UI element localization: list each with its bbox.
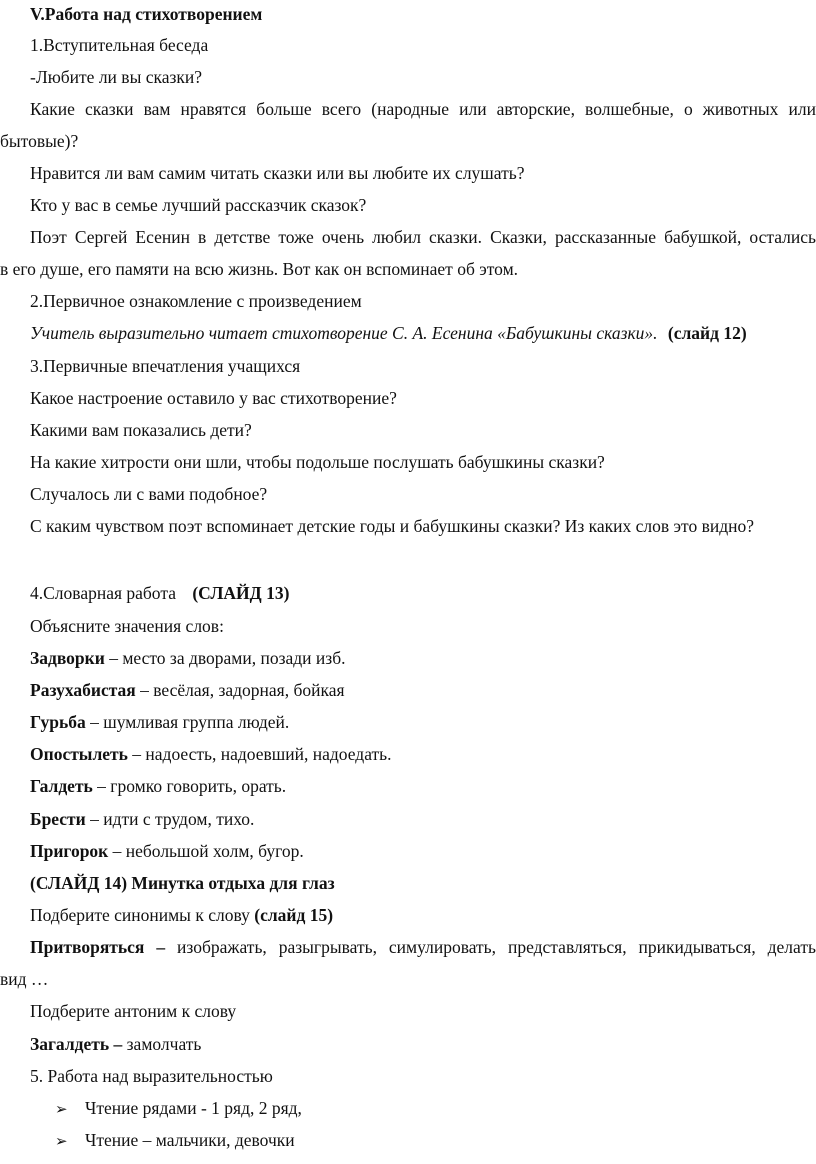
section-4-title-line [30, 582, 816, 604]
vocab-intro: Объясните значения слов: [30, 616, 224, 636]
section-1-title: 1.Вступительная беседа [30, 35, 209, 55]
section-2-title: 2.Первичное ознакомление с произведением [30, 291, 362, 311]
section-heading: V.Работа над стихотворением [30, 4, 263, 24]
vocab-item [30, 679, 816, 701]
list-item [55, 1097, 816, 1120]
paragraph-line-cont: в его душе, его памяти на всю жизнь. Вот как он вспоминает об этом. [0, 259, 519, 279]
vocab-term: Разухабистая [30, 680, 136, 700]
synonym-intro [30, 904, 816, 926]
slide-ref: (СЛАЙД 13) [192, 583, 290, 603]
list-item [55, 1129, 816, 1152]
slide-ref: (слайд 12) [667, 323, 747, 343]
question: С каким чувством поэт вспоминает детские годы и бабушкины сказки? Из каких слов это видно? [30, 516, 754, 536]
vocab-term: Пригорок [30, 841, 109, 861]
list-item-text: Чтение рядами - 1 ряд, 2 ряд, [85, 1098, 302, 1118]
vocab-def: – небольшой холм, бугор. [108, 841, 304, 861]
vocab-def: – надоесть, надоевший, надоедать. [127, 744, 392, 764]
section-4-title: 4.Словарная работа [30, 583, 176, 603]
paragraph-line: Поэт Сергей Есенин в детстве тоже очень любил сказки. Сказки, рассказанные бабушкой, остались [30, 227, 816, 247]
vocab-item [30, 711, 816, 733]
question: На какие хитрости они шли, чтобы подольше послушать бабушкины сказки? [30, 452, 605, 472]
synonym-line [30, 936, 816, 958]
arrow-bullet-icon: ➢ [55, 1100, 68, 1118]
vocab-term: Галдеть [30, 776, 93, 796]
antonym-intro: Подберите антоним к слову [30, 1001, 237, 1021]
antonym-line [30, 1033, 816, 1055]
question: Какое настроение оставило у вас стихотворение? [30, 388, 397, 408]
vocab-term: Задворки [30, 648, 105, 668]
question-line-cont: бытовые)? [0, 131, 79, 151]
synonym-intro-text: Подберите синонимы к слову [30, 905, 255, 925]
question-line: Какие сказки вам нравятся больше всего (народные или авторские, волшебные, о животных или [30, 99, 816, 119]
synonym-def: изображать, разыгрывать, симулировать, представляться, прикидываться, делать [165, 937, 816, 957]
vocab-item [30, 647, 816, 669]
vocab-def: – идти с трудом, тихо. [85, 809, 255, 829]
vocab-def: – место за дворами, позади изб. [104, 648, 346, 668]
vocab-item [30, 775, 816, 797]
synonym-line-cont: вид … [0, 969, 49, 989]
vocab-term: Опостылеть [30, 744, 128, 764]
question: Кто у вас в семье лучший рассказчик сказок? [30, 195, 367, 215]
slide-14-note: (СЛАЙД 14) Минутка отдыха для глаз [30, 873, 335, 893]
antonym-def: замолчать [122, 1034, 202, 1054]
synonym-term: Притворяться – [30, 937, 166, 957]
section-5-title: 5. Работа над выразительностью [30, 1066, 273, 1086]
antonym-term: Загалдеть – [30, 1034, 123, 1054]
question: -Любите ли вы сказки? [30, 67, 203, 87]
vocab-item [30, 743, 816, 765]
section-3-title: 3.Первичные впечатления учащихся [30, 356, 301, 376]
vocab-item [30, 808, 816, 830]
vocab-def: – громко говорить, орать. [92, 776, 287, 796]
vocab-term: Брести [30, 809, 86, 829]
teacher-note [30, 322, 816, 344]
teacher-note-text: Учитель выразительно читает стихотворение С. А. Есенина «Бабушкины сказки». [30, 323, 658, 343]
vocab-def: – весёлая, задорная, бойкая [135, 680, 345, 700]
question: Какими вам показались дети? [30, 420, 252, 440]
slide-ref: (слайд 15) [254, 905, 334, 925]
vocab-term: Гурьба [30, 712, 86, 732]
question: Случалось ли с вами подобное? [30, 484, 268, 504]
arrow-bullet-icon: ➢ [55, 1132, 68, 1150]
list-item-text: Чтение – мальчики, девочки [85, 1130, 295, 1150]
vocab-def: – шумливая группа людей. [85, 712, 290, 732]
vocab-item [30, 840, 816, 862]
question: Нравится ли вам самим читать сказки или вы любите их слушать? [30, 163, 525, 183]
